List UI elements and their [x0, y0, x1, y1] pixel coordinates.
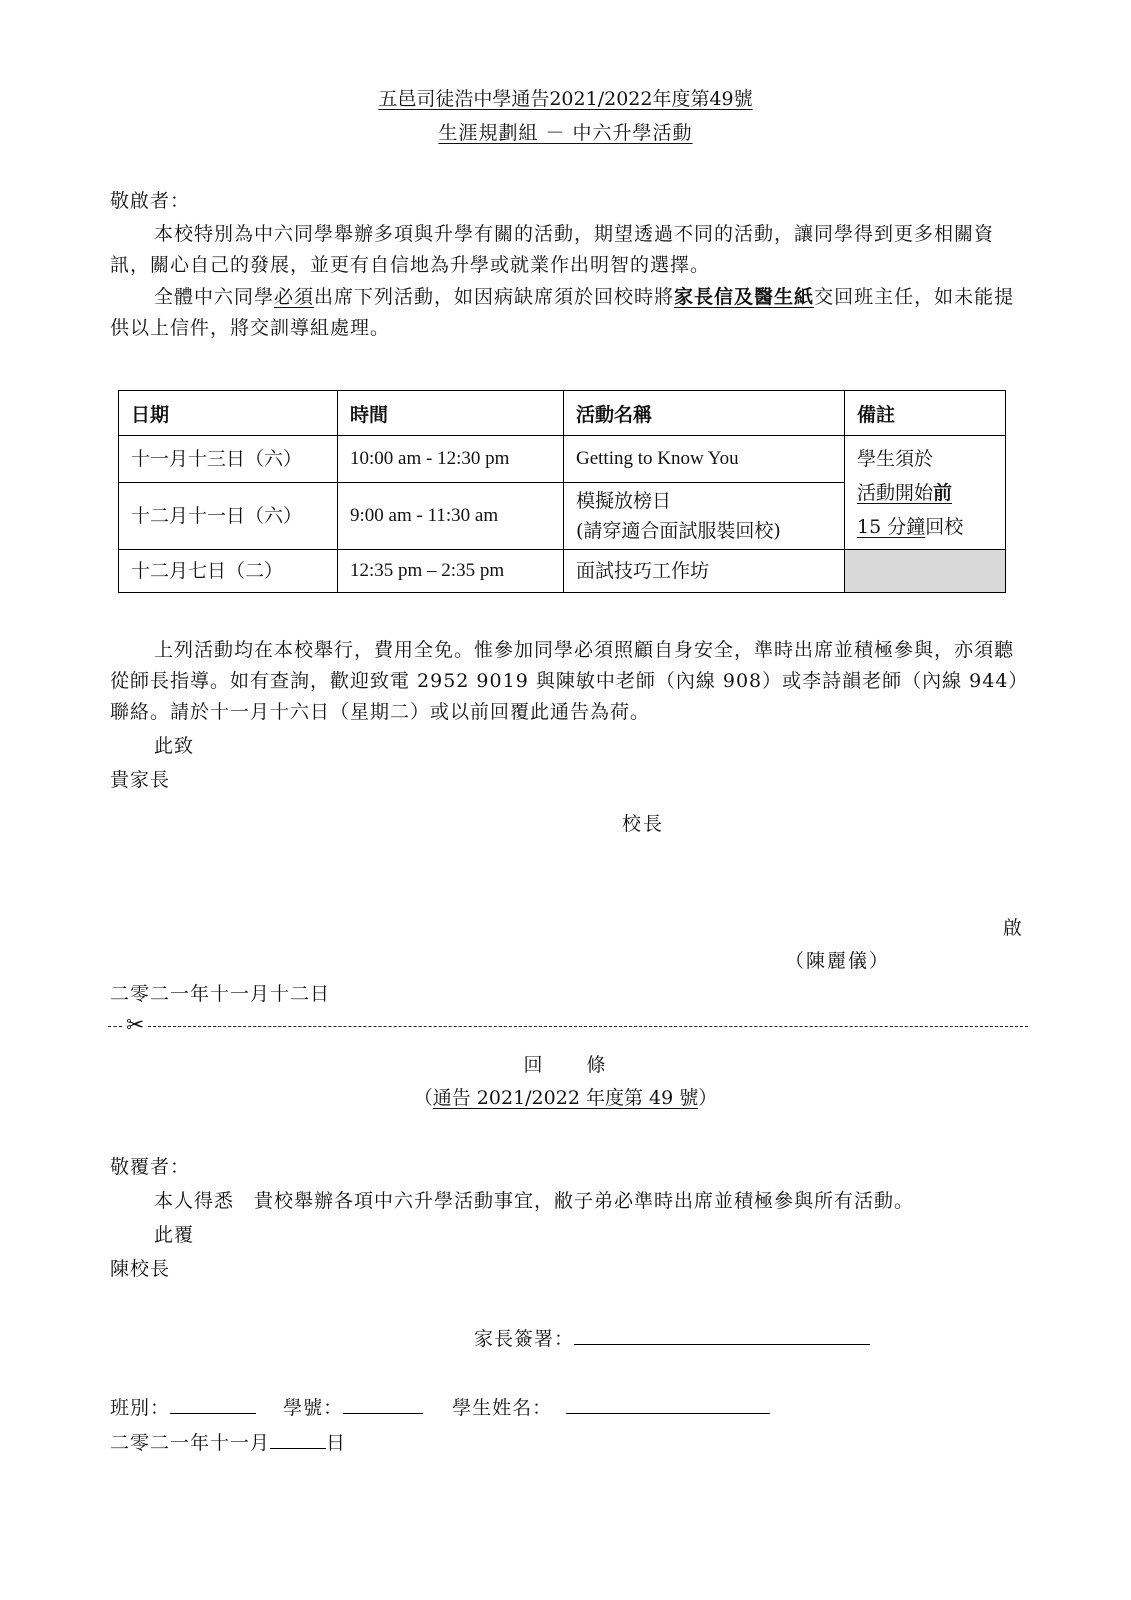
- notice-date: 二零二一年十一月十二日: [110, 983, 331, 1005]
- notice-subtitle: 生涯規劃組 － 中六升學活動: [438, 122, 693, 144]
- principal-title: 校長: [622, 813, 665, 835]
- remark-line3: [857, 510, 993, 544]
- reply-slip-title: 回 條: [523, 1054, 608, 1076]
- row3-time: 12:35 pm – 2:35 pm: [338, 550, 564, 593]
- reply-date-prefix: 二零二一年十一月: [110, 1432, 271, 1454]
- header-remark: 備註: [845, 391, 1006, 436]
- row2-activity: [564, 483, 845, 550]
- parent-letter-emphasis: 家長信及醫生紙: [674, 286, 815, 308]
- intro-section: [110, 219, 1030, 344]
- parent-signature-row: [474, 1324, 870, 1351]
- remark-line2-text: 活動開始: [857, 481, 934, 504]
- row2-activity-line1: 模擬放榜日: [576, 490, 672, 512]
- parent-signature-field[interactable]: [574, 1326, 870, 1345]
- reply-date-suffix: 日: [326, 1432, 347, 1454]
- principal-name: （陳麗儀）: [785, 950, 891, 972]
- remark-line1: 學生須於: [857, 447, 934, 470]
- salutation: 敬啟者：: [110, 190, 191, 212]
- intro-paragraph: 本校特別為中六同學舉辦多項與升學有關的活動，期望透過不同的活動，讓同學得到更多相關資訊，關心自己的發展，並更有自信地為升學或就業作出明智的選擇。: [110, 223, 995, 276]
- activity-schedule-table: [118, 390, 1006, 593]
- student-number-field[interactable]: [343, 1395, 423, 1414]
- cut-line-dash: [148, 1026, 1028, 1027]
- remark-minutes: 15 分鐘: [857, 515, 926, 538]
- cut-line: [108, 1015, 1028, 1037]
- scissors-icon: ✂: [126, 1015, 145, 1037]
- class-field[interactable]: [170, 1395, 256, 1414]
- row1-activity: Getting to Know You: [564, 436, 845, 483]
- attendance-text-c: 交回班主任，如未能提供以上信件，將交訓導組處理。: [110, 286, 1015, 339]
- student-info-row: [110, 1393, 770, 1420]
- row3-activity: 面試技巧工作坊: [564, 550, 845, 593]
- row3-date: 十二月七日（二）: [119, 550, 338, 593]
- reply-salutation: 敬覆者：: [110, 1156, 191, 1178]
- must-emphasis: 必須: [274, 286, 315, 308]
- table-row: [119, 436, 1006, 483]
- attendance-text-b: 出席下列活動，如因病缺席須於回校時將: [314, 286, 675, 308]
- reply-date-row: [110, 1428, 346, 1455]
- student-name-field[interactable]: [566, 1395, 770, 1414]
- addressee: 貴家長: [110, 769, 171, 791]
- remark-cell: [845, 436, 1006, 550]
- closing-text: 此致: [154, 735, 195, 757]
- header-date: 日期: [119, 391, 338, 436]
- row2-date: 十二月十一日（六）: [119, 483, 338, 550]
- reply-day-field[interactable]: [270, 1430, 326, 1449]
- header-activity: 活動名稱: [564, 391, 845, 436]
- table-header-row: [119, 391, 1006, 436]
- reply-slip-ref: （通告 2021/2022 年度第 49 號）: [413, 1087, 718, 1109]
- table-row: [119, 550, 1006, 593]
- reply-addressee: 陳校長: [110, 1258, 171, 1280]
- row3-remark-empty: [845, 550, 1006, 593]
- attendance-text-a: 全體中六同學: [154, 286, 275, 308]
- details-section: [110, 635, 1030, 796]
- reply-closing: 此覆: [154, 1224, 195, 1246]
- row2-time: 9:00 am - 11:30 am: [338, 483, 564, 550]
- remark-before-emphasis: 前: [933, 481, 953, 504]
- row2-activity-line2: (請穿適合面試服裝回校): [576, 520, 781, 542]
- student-name-label: 學生姓名：: [452, 1397, 553, 1419]
- reply-slip-ref-text: 通告 2021/2022 年度第 49 號: [432, 1087, 699, 1109]
- reply-statement: 本人得悉 貴校舉辦各項中六升學活動事宜，敝子弟必準時出席並積極參與所有活動。: [154, 1190, 915, 1212]
- header-time: 時間: [338, 391, 564, 436]
- student-number-label: 學號：: [283, 1397, 344, 1419]
- notice-title: 五邑司徒浩中學通告2021/2022年度第49號: [378, 88, 753, 110]
- sign-off: 啟: [1003, 917, 1023, 939]
- row1-time: 10:00 am - 12:30 pm: [338, 436, 564, 483]
- parent-signature-label: 家長簽署：: [474, 1328, 575, 1350]
- row1-date: 十一月十三日（六）: [119, 436, 338, 483]
- class-label: 班別：: [110, 1397, 171, 1419]
- cut-line-lead: [108, 1026, 122, 1027]
- details-paragraph: 上列活動均在本校舉行，費用全免。惟參加同學必須照顧自身安全，準時出席並積極參與，亦須聽從師長指導。如有查詢，歡迎致電 2952 9019 與陳敏中老師（內線 908）或李詩韻老師（內線 944）聯絡。請於十一月十六日（星期二）或以前回覆此通告為荷。: [110, 639, 1029, 723]
- remark-line2: [857, 476, 993, 510]
- remark-return: 回校: [925, 515, 964, 538]
- attendance-paragraph: [110, 282, 1030, 344]
